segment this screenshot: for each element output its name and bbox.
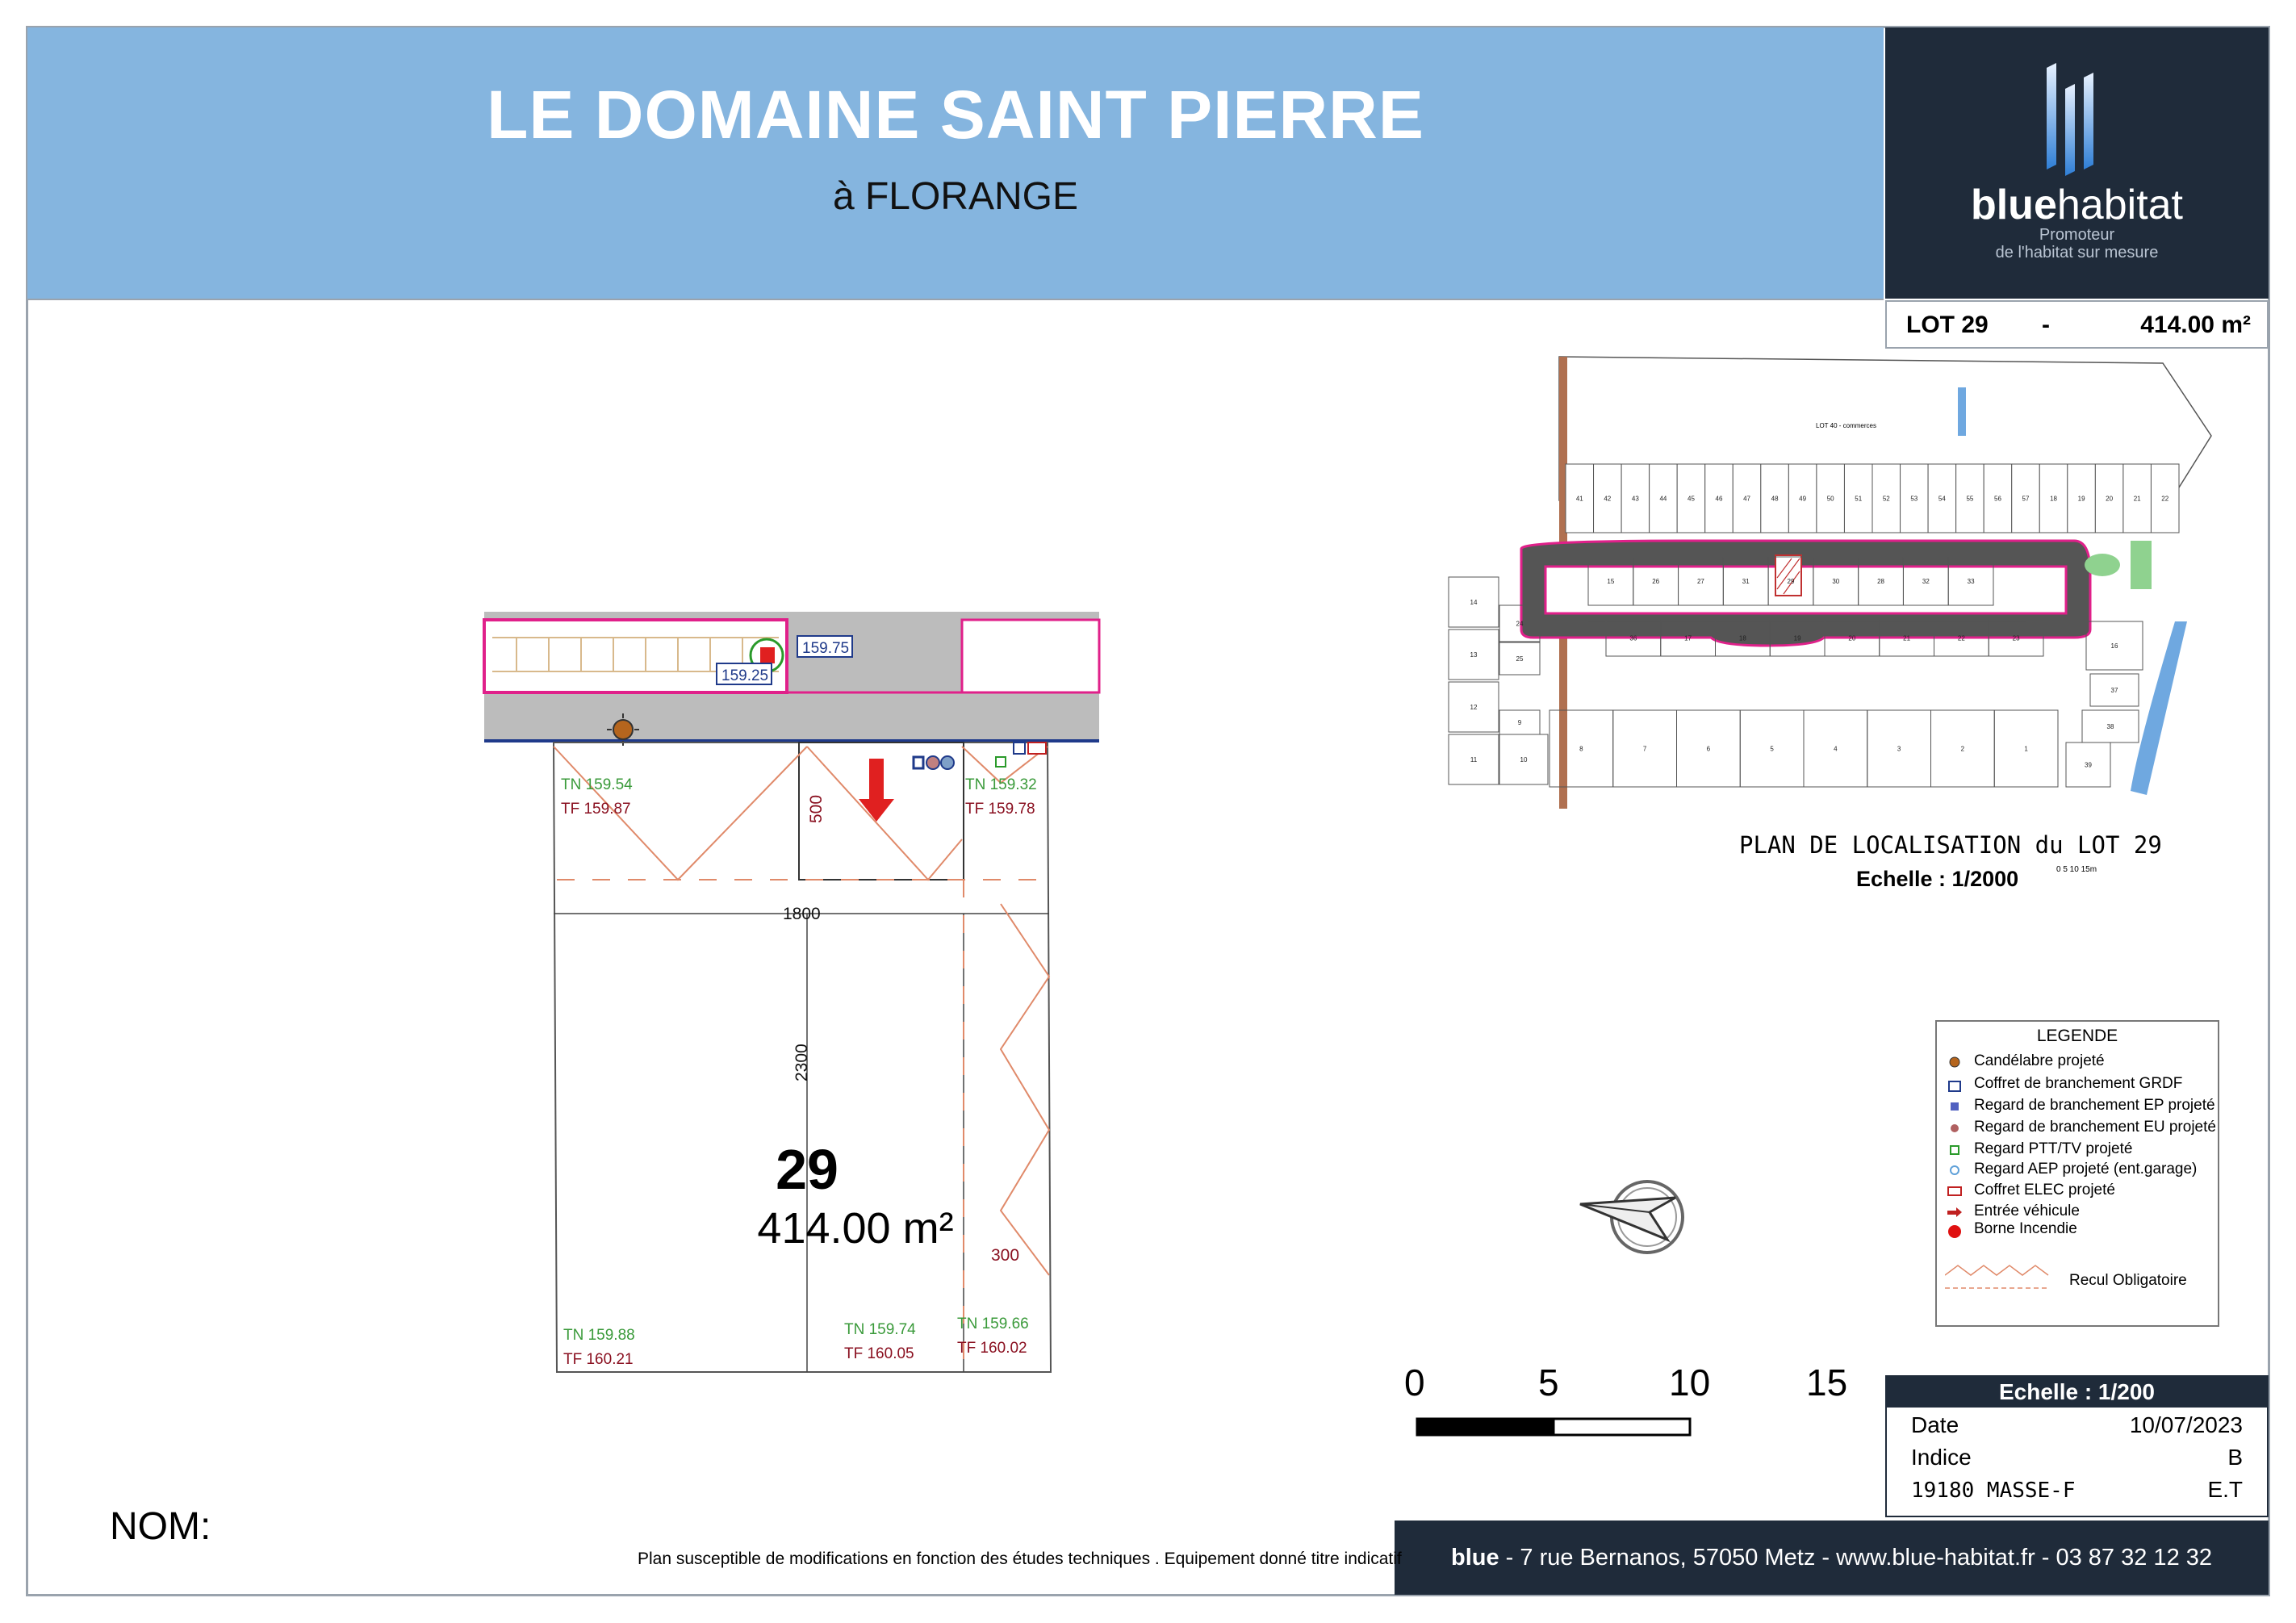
legend-item: Coffret ELEC projeté [1974,1182,2115,1199]
lot-parcel-label: 11 [1470,756,1478,763]
lot-parcel-label: 12 [1470,704,1478,711]
corner-tf: TF 160.05 [844,1345,914,1362]
header-divider [27,299,1884,300]
scale-label: 15 [1806,1362,1848,1403]
corner-tn: TN 159.32 [965,776,1037,793]
lot-parcel-label: 16 [2110,642,2118,650]
lot-parcel-label: 52 [1882,495,1890,503]
lot-parcel-label: 1 [2024,745,2028,753]
eu-regard-icon [926,756,939,769]
corner-tf: TF 159.78 [965,801,1035,818]
corner-tn: TN 159.54 [561,776,633,793]
dim-setback-front: 500 [807,794,826,823]
lot-parcel-label: 38 [2106,723,2114,730]
lot-parcel-label: 48 [1771,495,1779,503]
legend-item: Regard de branchement EU projeté [1974,1119,2216,1136]
eu-regard-icon [1947,1120,1963,1136]
lot-parcel-label: 30 [1832,578,1840,585]
corner-tn: TN 159.66 [957,1316,1029,1332]
location-plan [1445,355,2260,823]
lot-parcel-label: 9 [1517,719,1522,726]
dim-setback-side: 300 [991,1246,1020,1265]
lot-parcel-label: 50 [1826,495,1834,503]
lot-parcel-label: 20 [2106,495,2114,503]
lot-parcel-label: 47 [1743,495,1750,503]
ep-regard-icon [914,757,923,768]
lot-parcel-label: 10 [1520,756,1528,763]
legend-item: Recul Obligatoire [2069,1272,2187,1289]
lot-parcel-label: 53 [1910,495,1918,503]
scale-label: 0 [1404,1362,1425,1403]
lot-parcel-label: 27 [1696,578,1704,585]
lot-parcel-label: 19 [1793,634,1801,642]
nom-label: NOM: [110,1505,211,1548]
lot-parcel-label: 46 [1715,495,1723,503]
legend-title: LEGENDE [2036,1027,2118,1045]
lot-number: 29 [776,1138,839,1201]
lot-parcel-label: 24 [1516,620,1524,628]
corner-tn: TN 159.74 [844,1321,916,1338]
legend-item: Borne Incendie [1974,1220,2077,1238]
brand-logo [1885,27,2269,299]
lot-parcel-label: 37 [2110,687,2118,694]
lot-parcel-label: 44 [1659,495,1667,503]
lot-parcel-label: 51 [1855,495,1863,503]
lot-parcel-label: 25 [1516,655,1524,663]
elec-box-icon [1947,1183,1963,1199]
lot-parcel-label: 32 [1922,578,1930,585]
footer-bar: blue - 7 rue Bernanos, 57050 Metz - www.blue-habitat.fr - 03 87 32 12 32 [1395,1521,2269,1595]
lot-parcel-label: 49 [1799,495,1807,503]
lot-parcel-label: 18 [2050,495,2057,503]
lot-parcel-label: 21 [2133,495,2141,503]
lot-parcel-label: 29 [1787,578,1795,585]
ep-regard-icon [1947,1098,1963,1115]
lot-parcel-label: 20 [1848,634,1856,642]
grdf-box-icon [1014,742,1025,754]
brand-name: bluehabitat [1970,182,2184,228]
brand-tagline: Promoteur de l'habitat sur mesure [1995,226,2159,261]
ptt-regard-icon [1947,1142,1963,1158]
lot-parcel-label: 26 [1652,578,1660,585]
corner-tn: TN 159.88 [563,1327,635,1344]
legend-item: Regard de branchement EP projeté [1974,1097,2215,1115]
lot-parcel-label: 43 [1631,495,1639,503]
lot-parcel-label: 55 [1966,495,1974,503]
lot-parcel-label: 7 [1642,745,1647,753]
legend-item: Regard AEP projeté (ent.garage) [1974,1161,2197,1178]
lot-id: LOT 29 [1906,312,1989,338]
legend-item: Candélabre projeté [1974,1052,2105,1070]
title-block [1885,1375,2269,1517]
corner-tf: TF 160.21 [563,1351,634,1368]
lot-parcel-label: 57 [2022,495,2030,503]
scale-label: 10 [1669,1362,1711,1403]
lot-parcel-label: 5 [1770,745,1774,753]
arrow-right-icon [1947,1204,1963,1220]
legend-item: Regard PTT/TV projeté [1974,1140,2132,1158]
reference-row: 19180 MASSE-F E.T [1911,1477,2243,1503]
lot-parcel-label: 31 [1742,578,1750,585]
title-banner [27,27,1884,299]
lot-parcel-label: 22 [2161,495,2169,503]
commerce-label: LOT 40 - commerces [1816,422,1876,429]
road-level-2: 159.25 [721,667,769,684]
lot-parcel-label: 14 [1470,599,1478,606]
lot-parcel-label: 36 [1629,634,1637,642]
lot-parcel-label: 23 [2012,634,2020,642]
lot-parcel-label: 41 [1575,495,1583,503]
fire-hydrant-icon [1947,1222,1963,1238]
disclaimer: Plan susceptible de modifications en fonction des études techniques . Equipement donné titre indicatif [638,1550,1402,1568]
north-arrow-icon [1579,1162,1700,1267]
page-title: LE DOMAINE SAINT PIERRE [487,77,1424,153]
dim-depth: 2300 [793,1044,811,1081]
ptt-regard-icon [996,757,1006,767]
elec-box-icon [1028,742,1046,754]
lot-parcel-label: 17 [1684,634,1692,642]
road-level-1: 159.75 [802,640,850,657]
lot-parcel-label: 56 [1994,495,2001,503]
lot-area-label: 414.00 m² [757,1204,954,1253]
lot-parcel-label: 3 [1897,745,1901,753]
date-row: Date 10/07/2023 [1911,1412,2243,1437]
logo-bars-icon [1885,27,2269,181]
lot-dash: - [2042,312,2050,338]
lot-parcel-label: 22 [1957,634,1965,642]
lot-parcel-label: 54 [1938,495,1946,503]
lot-parcel-label: 8 [1579,745,1583,753]
lot-plan-drawing [468,597,1598,1388]
page-subtitle: à FLORANGE [832,175,1079,218]
location-scale: Echelle : 1/2000 [1856,867,2019,891]
lot-parcel-label: 13 [1470,651,1478,659]
lot-parcel-label: 6 [1706,745,1711,753]
lot-parcel-label: 4 [1834,745,1838,753]
lot-parcel-label: 21 [1903,634,1911,642]
lot-summary-bar [1885,300,2269,349]
legend [1935,1020,2219,1327]
legend-item: Coffret de branchement GRDF [1974,1075,2182,1093]
aep-regard-icon [1947,1162,1963,1178]
dim-width: 1800 [783,905,821,923]
location-scale-ticks: 0 5 10 15m [2056,865,2097,874]
aep-regard-icon [941,756,954,769]
vehicle-entrance-icon [859,759,894,822]
lot-parcel-label: 42 [1604,495,1612,503]
drawing-scale: Echelle : 1/200 [1887,1377,2267,1408]
scale-bar [1414,1416,1696,1440]
lot-parcel-label: 15 [1607,578,1615,585]
lot-parcel-label: 39 [2085,761,2092,769]
lot-parcel-label: 18 [1738,634,1746,642]
lot-parcel-label: 45 [1687,495,1695,503]
candelabre-icon [1947,1054,1963,1070]
indice-row: Indice B [1911,1445,2243,1470]
lot-parcel-label: 28 [1877,578,1885,585]
lot-parcel-label: 19 [2077,495,2085,503]
lot-area: 414.00 m² [2140,312,2251,338]
corner-tf: TF 160.02 [957,1340,1027,1357]
legend-item: Entrée véhicule [1974,1203,2080,1220]
scale-label: 5 [1538,1362,1559,1403]
grdf-box-icon [1947,1077,1963,1093]
lot-parcel-label: 33 [1967,578,1975,585]
setback-line-icon [1945,1264,2050,1291]
corner-tf: TF 159.87 [561,801,631,818]
lot-parcel-label: 2 [1960,745,1965,753]
location-caption: PLAN DE LOCALISATION du LOT 29 [1739,831,2162,859]
